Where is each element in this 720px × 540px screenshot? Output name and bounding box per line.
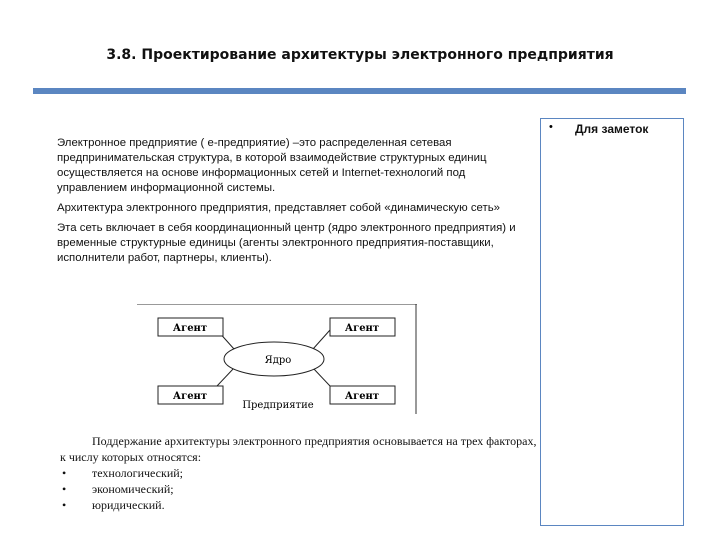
list-item: [60, 497, 538, 513]
enterprise-label: Предприятие: [242, 400, 314, 411]
list-item: [60, 465, 538, 481]
factor-legal: юридический.: [92, 498, 165, 512]
factors-text: [60, 433, 538, 513]
connector-br: [313, 368, 330, 386]
factors-list: [60, 465, 538, 513]
paragraph-definition: Электронное предприятие ( е-предприятие) –это распределенная сетевая предпринимательская структура, в которой взаимодействие структурных единиц осуществляется на основе информационных сетей и Internet-технологий под управлением информационной системы.: [57, 137, 487, 194]
agent-label-tr: Агент: [344, 323, 380, 334]
paragraph-architecture: Архитектура электронного предприятия, представляет собой «динамическую сеть»: [57, 202, 500, 214]
list-bullet: •: [62, 466, 67, 480]
enterprise-network-diagram: [137, 304, 417, 414]
list-item: [60, 481, 538, 497]
factors-intro: Поддержание архитектуры электронного предприятия основывается на трех факторах, к числу которых относятся:: [60, 434, 537, 464]
agent-label-br: Агент: [344, 391, 380, 402]
slide-title: 3.8. Проектирование архитектуры электронного предприятия: [106, 47, 614, 63]
notes-box[interactable]: [540, 118, 684, 526]
list-bullet: •: [62, 498, 67, 512]
title-divider: [33, 88, 686, 94]
factor-technological: технологический;: [92, 466, 184, 480]
connector-bl: [217, 368, 234, 386]
list-bullet: •: [62, 482, 67, 496]
agent-label-bl: Агент: [172, 391, 208, 402]
agent-label-tl: Агент: [172, 323, 208, 334]
paragraph-network: Эта сеть включает в себя координационный центр (ядро электронного предприятия) и временные структурные единицы (агенты электронного предприятия-поставщики, исполнители работ, партнеры, клиенты).: [57, 222, 516, 264]
notes-title: Для заметок: [575, 122, 649, 136]
notes-bullet: •: [549, 121, 553, 133]
factor-economic: экономический;: [92, 482, 174, 496]
core-label: Ядро: [264, 355, 292, 366]
main-text: [57, 136, 527, 271]
connector-tr: [313, 330, 330, 349]
